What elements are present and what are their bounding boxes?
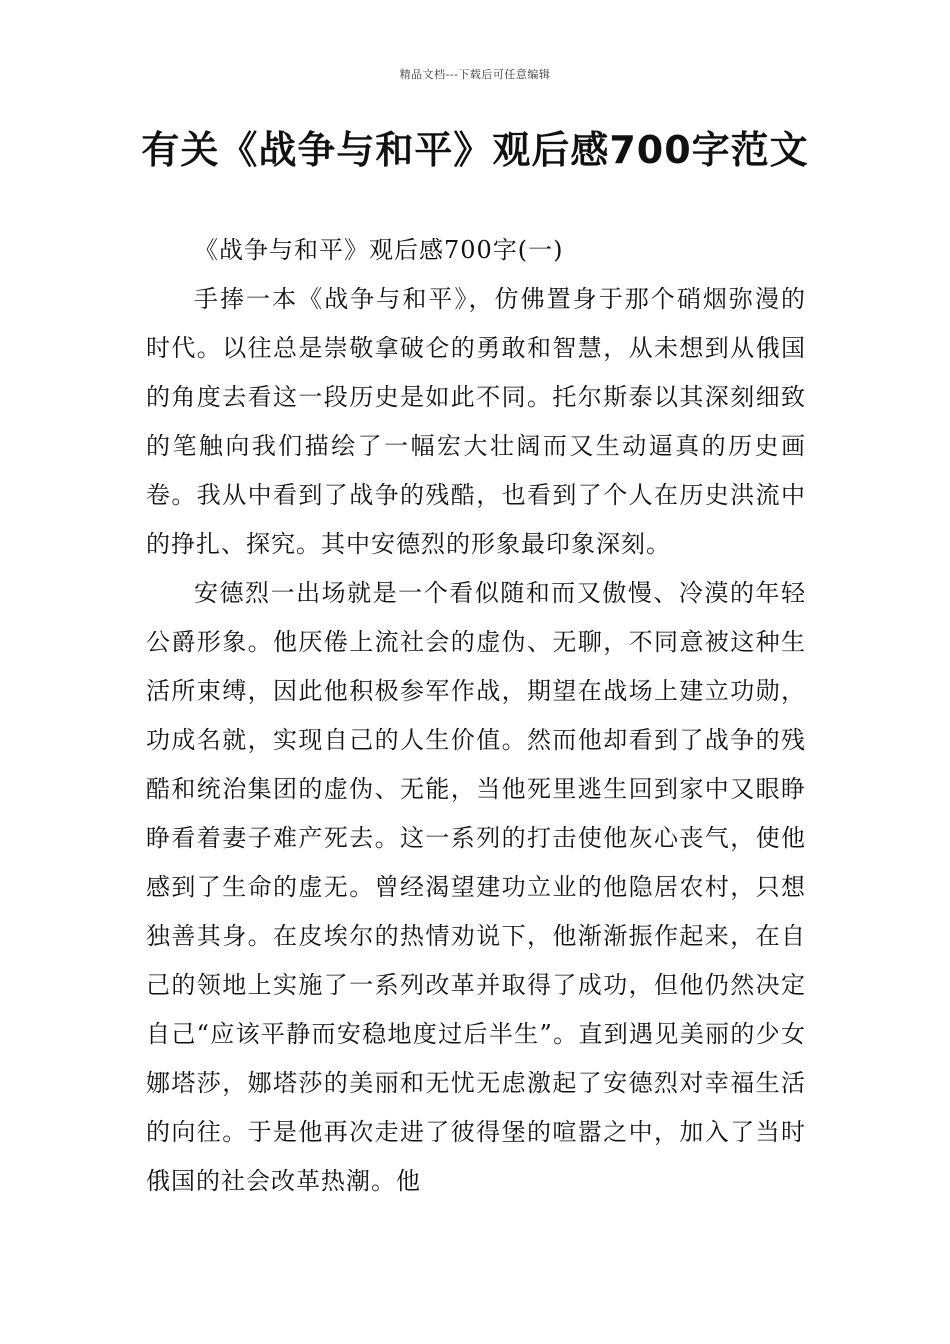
document-title: 有关《战争与和平》观后感700字范文 (141, 128, 809, 172)
section-subtitle: 《战争与和平》观后感700字(一) (194, 236, 564, 264)
document-body (146, 226, 806, 1206)
body-paragraph-1: 手捧一本《战争与和平》，仿佛置身于那个硝烟弥漫的时代。以往总是崇敬拿破仑的勇敢和智慧，从未想到从俄国的角度去看这一段历史是如此不同。托尔斯泰以其深刻细致的笔触向我们描绘了一幅宏大壮阔而又生动逼真的历史画卷。我从中看到了战争的残酷，也看到了个人在历史洪流中的挣扎、探究。其中安德烈的形象最印象深刻。 (146, 285, 806, 558)
body-paragraph-2: 安德烈一出场就是一个看似随和而又傲慢、冷漠的年轻公爵形象。他厌倦上流社会的虚伪、无聊，不同意被这种生活所束缚，因此他积极参军作战，期望在战场上建立功勋，功成名就，实现自己的人生价值。然而他却看到了战争的残酷和统治集团的虚伪、无能，当他死里逃生回到家中又眼睁睁看着妻子难产死去。这一系列的打击使他灰心丧气，使他感到了生命的虚无。曾经渴望建功立业的他隐居农村，只想独善其身。在皮埃尔的热情劝说下，他渐渐振作起来，在自己的领地上实施了一系列改革并取得了成功，但他仍然决定自己“应该平静而安稳地度过后半生”。直到遇见美丽的少女娜塔莎，娜塔莎的美丽和无忧无虑激起了安德烈对幸福生活的向往。于是他再次走进了彼得堡的喧嚣之中，加入了当时俄国的社会改革热潮。他 (146, 579, 806, 1195)
header-note: 精品文档---下载后可任意编辑 (399, 68, 551, 81)
